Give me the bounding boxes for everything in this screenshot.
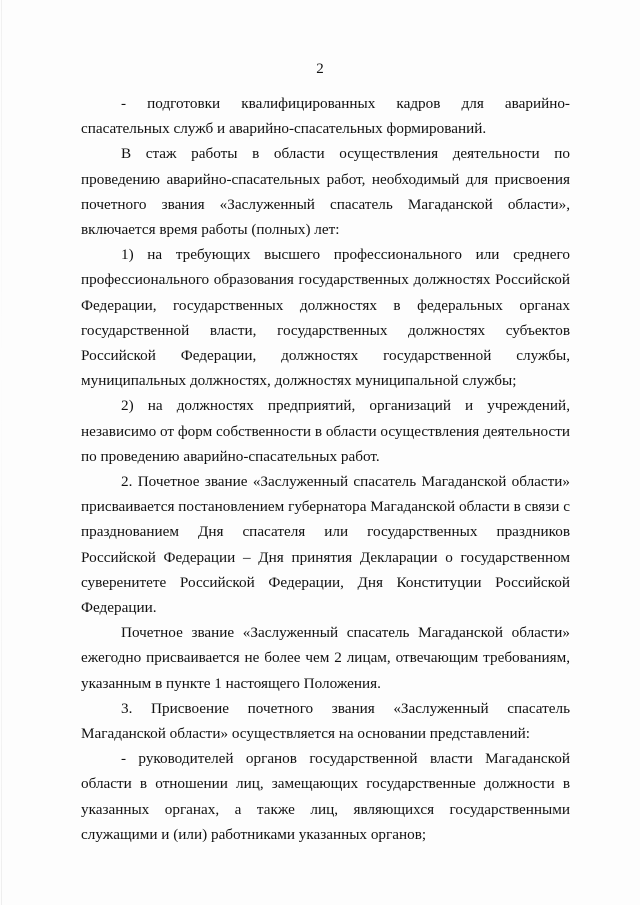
paragraph-heads-item: - руководителей органов государственной власти Магаданской области в отношении лиц, замещающих государственные должности в указанных органах, а также лиц, являющихся государственными служащими и (или) работниками указанных органов;	[81, 750, 570, 843]
paragraph-section-3: 3. Присвоение почетного звания «Заслуженный спасатель Магаданской области» осуществляется на основании представлений:	[81, 699, 570, 743]
scan-edge-shadow	[1, 0, 2, 905]
page-number: 2	[316, 61, 324, 77]
document-body	[81, 91, 570, 847]
paragraph-item-1: 1) на требующих высшего профессионального или среднего профессионального образования государственных должностях Российской Федерации, государственных должностях в федеральных органах государственной власти, государственных должностях субъектов Российской Федерации, должностях государственной службы, муниципальных должностях, должностях муниципальной службы;	[81, 246, 570, 390]
paragraph-training-item: - подготовки квалифицированных кадров для аварийно-спасательных служб и аварийно-спасательных формирований.	[81, 95, 570, 138]
paragraph-item-2: 2) на должностях предприятий, организаций и учреждений, независимо от форм собственности в области осуществления деятельности по проведению аварийно-спасательных работ.	[81, 397, 570, 465]
paragraph-annual-limit: Почетное звание «Заслуженный спасатель Магаданской области» ежегодно присваивается не более чем 2 лицам, отвечающим требованиям, указанным в пункте 1 настоящего Положения.	[81, 624, 570, 692]
paragraph-section-2: 2. Почетное звание «Заслуженный спасатель Магаданской области» присваивается постановлением губернатора Магаданской области в связи с празднованием Дня спасателя или государственных праздников Российской Федерации – Дня принятия Декларации о государственном суверенитете Российской Федерации, Дня Конституции Российской Федерации.	[81, 473, 570, 617]
paragraph-service-record: В стаж работы в области осуществления деятельности по проведению аварийно-спасательных работ, необходимый для присвоения почетного звания «Заслуженный спасатель Магаданской области», включается время работы (полных) лет:	[81, 145, 570, 239]
